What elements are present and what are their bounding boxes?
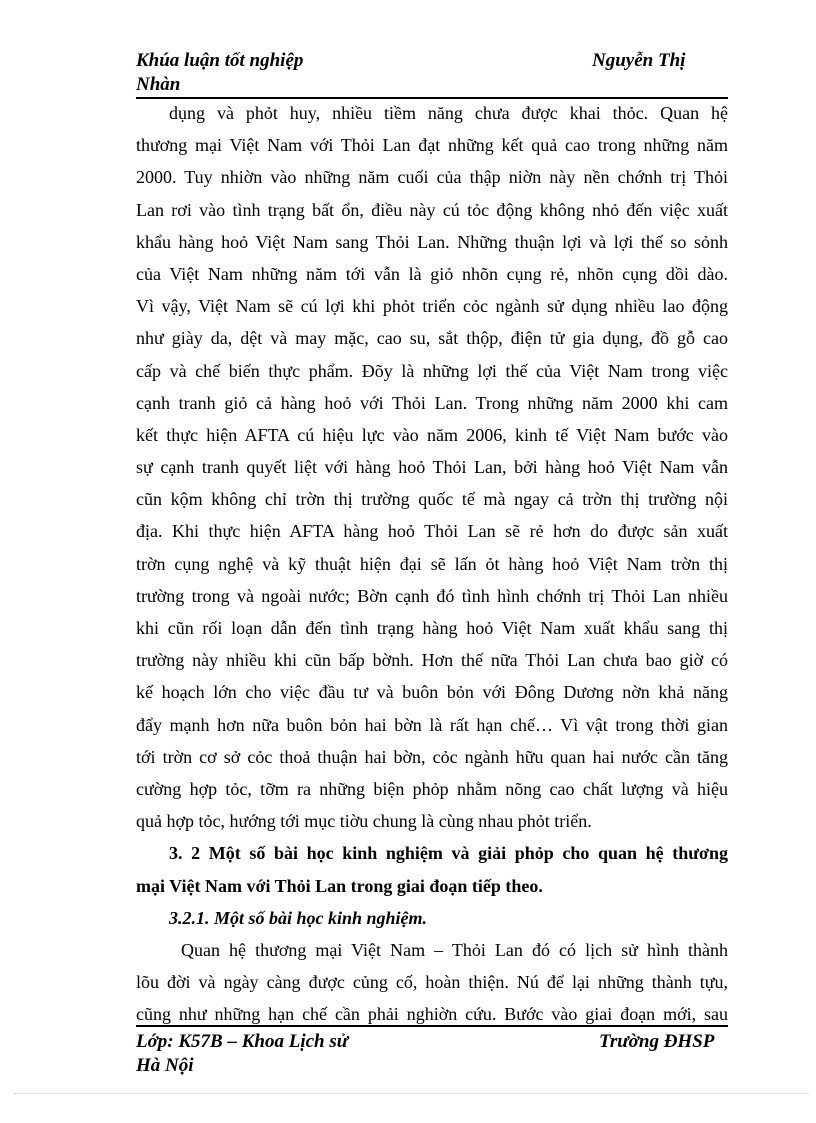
document-body [136, 97, 728, 1030]
page-bottom-divider [14, 1093, 810, 1094]
body-line: đẩy mạnh hơn nữa buôn bỏn hai bờn là rất hạn chế… Vì vật trong thời gian [136, 714, 728, 735]
header-author: Nguyễn Thị [592, 50, 686, 71]
footer-university: Trường ĐHSP [599, 1031, 715, 1052]
body-line: 2000. Tuy nhiờn vào những năm cuối của thập niờn này nền chớnh trị Thỏi [136, 167, 728, 188]
body-line: trường trong và ngoài nước; Bờn cạnh đó tình hình chớnh trị Thỏi Lan nhiều [136, 585, 728, 606]
footer-university-continued: Hà Nội [136, 1055, 194, 1076]
body-line: Quan hệ thương mại Việt Nam – Thỏi Lan đó có lịch sử hình thành [181, 939, 728, 960]
body-line: trường này nhiều khi cũn bấp bờnh. Hơn thế nữa Thỏi Lan chưa bao giờ có [136, 650, 728, 671]
header-thesis-title: Khúa luận tốt nghiệp [136, 50, 304, 71]
section-heading-line: mại Việt Nam với Thỏi Lan trong giai đoạn tiếp theo. [136, 875, 543, 896]
body-line: khi cũn rối loạn dẫn đến tình trạng hàng hoỏ Việt Nam xuất khẩu sang thị [136, 618, 728, 638]
subsection-heading: 3.2.1. Một số bài học kinh nghiệm. [169, 907, 428, 928]
body-line: lõu đời và ngày càng được củng cố, hoàn thiện. Nú để lại những thành tựu, [136, 972, 728, 993]
body-line: kết thực hiện AFTA cú hiệu lực vào năm 2006, kinh tế Việt Nam bước vào [136, 424, 728, 445]
body-line: Vì vậy, Việt Nam sẽ cú lợi khi phỏt triển cỏc ngành sử dụng nhiều lao động [136, 296, 728, 317]
body-line: kế hoạch lớn cho việc đầu tư và buôn bỏn với Đông Dương nờn khả năng [136, 682, 728, 703]
body-line: dụng và phỏt huy, nhiều tiềm năng chưa được khai thỏc. Quan hệ [169, 103, 728, 123]
body-line: cũng như những hạn chế cần phải nghiờn cứu. Bước vào giai đoạn mới, sau [136, 1004, 728, 1025]
body-line: địa. Khi thực hiện AFTA hàng hoỏ Thỏi Lan sẽ rẻ hơn do được sản xuất [136, 521, 728, 542]
body-line: tới trờn cơ sở cỏc thoả thuận hai bờn, cỏc ngành hữu quan hai nước cần tăng [136, 746, 728, 767]
body-line: của Việt Nam những năm tới vẫn là giỏ nhõn cụng rẻ, nhõn cụng dồi dào. [136, 263, 728, 284]
body-line: cạnh tranh giỏ cả hàng hoỏ với Thỏi Lan. Trong những năm 2000 khi cam [136, 392, 728, 413]
body-line: trờn cụng nghệ và kỹ thuật hiện đại sẽ lấn ỏt hàng hoỏ Việt Nam trờn thị [136, 553, 728, 574]
body-line: cũn kộm không chỉ trờn thị trường quốc tế mà ngay cả trờn thị trường nội [136, 489, 728, 510]
section-heading-line: 3. 2 Một số bài học kinh nghiệm và giải phỏp cho quan hệ thương [169, 843, 728, 864]
body-line: sự cạnh tranh quyết liệt với hàng hoỏ Thỏi Lan, bởi hàng hoỏ Việt Nam vẫn [136, 457, 728, 478]
body-line: cấp và chế biến thực phẩm. Đõy là những lợi thế của Việt Nam trong việc [136, 360, 728, 381]
body-line: quả hợp tỏc, hướng tới mục tiờu chung là cùng nhau phỏt triển. [136, 811, 592, 832]
footer-class-info: Lớp: K57B – Khoa Lịch sử [136, 1031, 349, 1052]
body-line: như giày da, dệt và may mặc, cao su, sắt thộp, điện tử gia dụng, đồ gỗ cao [136, 328, 728, 349]
body-line: thương mại Việt Nam với Thỏi Lan đạt những kết quả cao trong những năm [136, 135, 728, 156]
body-line: Lan rơi vào tình trạng bất ổn, điều này cú tỏc động không nhỏ đến việc xuất [136, 199, 728, 220]
header-author-continued: Nhàn [136, 74, 181, 95]
footer-rule [136, 1025, 728, 1027]
body-line: khẩu hàng hoỏ Việt Nam sang Thỏi Lan. Những thuận lợi và lợi thế so sỏnh [136, 231, 728, 252]
body-line: cường hợp tỏc, tỡm ra những biện phỏp nhằm nõng cao chất lượng và hiệu [136, 778, 728, 799]
